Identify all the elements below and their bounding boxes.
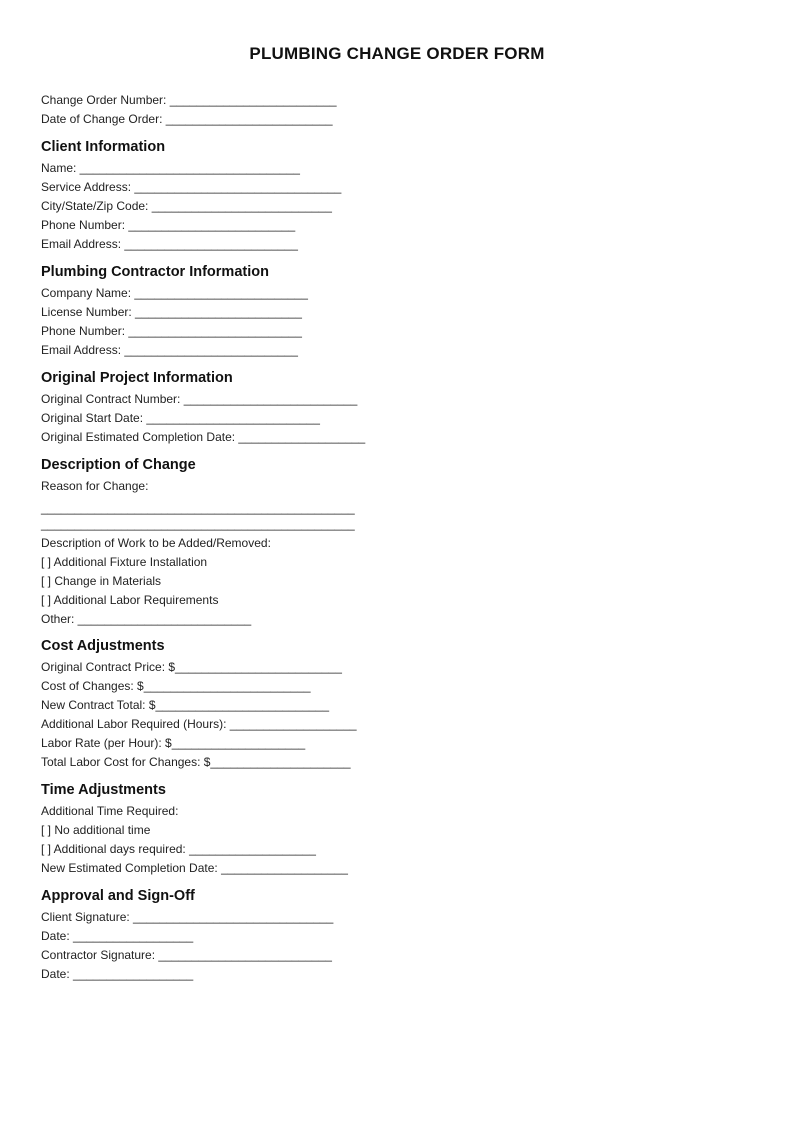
additional-time-label: Additional Time Required: [41, 804, 179, 818]
time-adjustments-heading: Time Adjustments [41, 782, 166, 798]
contractor-email-field[interactable]: Email Address: __________________________ [41, 343, 298, 357]
new-completion-date-field[interactable]: New Estimated Completion Date: ___________________ [41, 861, 348, 875]
contractor-information-heading: Plumbing Contractor Information [41, 264, 269, 280]
option-additional-labor[interactable]: [ ] Additional Labor Requirements [41, 593, 219, 607]
contractor-company-name-field[interactable]: Company Name: __________________________ [41, 286, 308, 300]
option-additional-days-field[interactable]: [ ] Additional days required: ___________________ [41, 842, 316, 856]
contractor-license-number-field[interactable]: License Number: _________________________ [41, 305, 302, 319]
contractor-date-field[interactable]: Date: __________________ [41, 967, 194, 981]
original-completion-date-field[interactable]: Original Estimated Completion Date: ___________________ [41, 430, 366, 444]
approval-signoff-heading: Approval and Sign-Off [41, 888, 195, 904]
client-phone-field[interactable]: Phone Number: _________________________ [41, 218, 296, 232]
contractor-signature-field[interactable]: Contractor Signature: __________________________ [41, 948, 332, 962]
client-name-field[interactable]: Name: _________________________________ [41, 161, 300, 175]
contractor-phone-field[interactable]: Phone Number: __________________________ [41, 324, 302, 338]
client-signature-field[interactable]: Client Signature: ______________________________ [41, 910, 334, 924]
date-of-change-order-field[interactable]: Date of Change Order: _________________________ [41, 112, 333, 126]
original-contract-price-field[interactable]: Original Contract Price: $_________________________ [41, 660, 342, 674]
client-date-field[interactable]: Date: __________________ [41, 929, 194, 943]
work-description-label: Description of Work to be Added/Removed: [41, 536, 271, 550]
original-contract-number-field[interactable]: Original Contract Number: __________________________ [41, 392, 358, 406]
client-service-address-field[interactable]: Service Address: _______________________________ [41, 180, 342, 194]
client-information-heading: Client Information [41, 139, 166, 155]
change-order-number-field[interactable]: Change Order Number: _________________________ [41, 93, 337, 107]
client-email-field[interactable]: Email Address: __________________________ [41, 237, 298, 251]
cost-of-changes-field[interactable]: Cost of Changes: $_________________________ [41, 679, 311, 693]
option-change-in-materials[interactable]: [ ] Change in Materials [41, 574, 162, 588]
original-start-date-field[interactable]: Original Start Date: __________________________ [41, 411, 320, 425]
cost-adjustments-heading: Cost Adjustments [41, 638, 165, 654]
client-city-state-zip-field[interactable]: City/State/Zip Code: ___________________________ [41, 199, 332, 213]
option-no-additional-time[interactable]: [ ] No additional time [41, 823, 151, 837]
reason-blank-line-2[interactable]: _______________________________________________ [41, 517, 355, 531]
reason-blank-line-1[interactable]: _______________________________________________ [41, 501, 355, 515]
additional-labor-hours-field[interactable]: Additional Labor Required (Hours): ___________________ [41, 717, 357, 731]
original-project-heading: Original Project Information [41, 370, 233, 386]
other-change-field[interactable]: Other: __________________________ [41, 612, 252, 626]
total-labor-cost-field[interactable]: Total Labor Cost for Changes: $_____________________ [41, 755, 351, 769]
new-contract-total-field[interactable]: New Contract Total: $__________________________ [41, 698, 330, 712]
description-of-change-heading: Description of Change [41, 457, 196, 473]
form-title: PLUMBING CHANGE ORDER FORM [249, 44, 545, 63]
labor-rate-field[interactable]: Labor Rate (per Hour): $____________________ [41, 736, 306, 750]
option-additional-fixture[interactable]: [ ] Additional Fixture Installation [41, 555, 208, 569]
reason-for-change-label: Reason for Change: [41, 479, 149, 493]
